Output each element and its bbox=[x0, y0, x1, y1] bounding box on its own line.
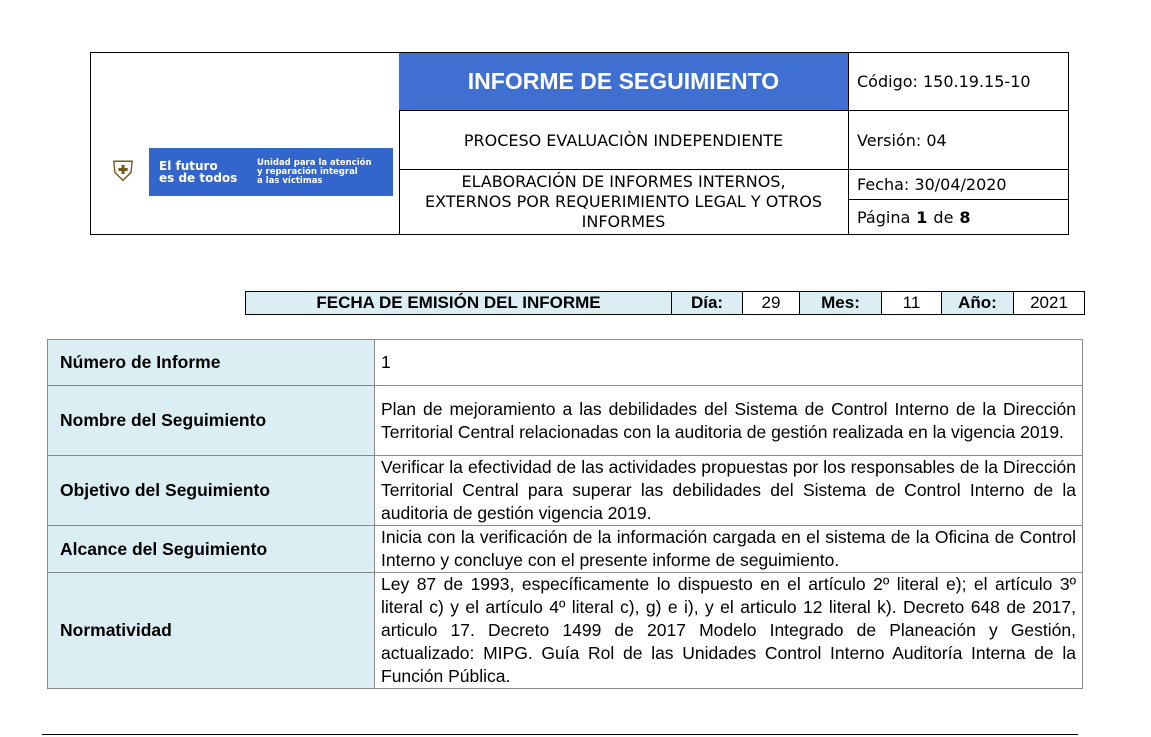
table-row bbox=[48, 456, 1083, 526]
table-row bbox=[48, 526, 1083, 573]
row-value: Ley 87 de 1993, específicamente lo dispuesto en el artículo 2º literal e); el artículo 3º literal c) y el artículo 4º literal c), g) e i), y el articulo 12 literal k). Decreto 648 de 2017, articulo 17. Decreto 1499 de 2017 Modelo Integrado de Planeación y Gestión, actualizado: MIPG. Guía Rol de las Unidades Control Interno Auditoría Interna de la Función Pública. bbox=[375, 573, 1083, 689]
logo-unit: Unidad para la atención y reparación integral a las víctimas bbox=[257, 157, 372, 186]
logo-cell bbox=[91, 53, 400, 234]
row-label: Alcance del Seguimiento bbox=[48, 526, 375, 573]
document-date: Fecha: 30/04/2020 bbox=[849, 170, 1068, 200]
emission-label: FECHA DE EMISIÓN DEL INFORME bbox=[246, 292, 672, 314]
table-row bbox=[48, 573, 1083, 689]
document-title-cell bbox=[399, 53, 849, 111]
report-info-table bbox=[47, 339, 1083, 689]
table-row bbox=[48, 340, 1083, 386]
day-value: 29 bbox=[743, 292, 800, 314]
month-value: 11 bbox=[882, 292, 942, 314]
coat-of-arms-icon: ⛨ bbox=[97, 148, 149, 196]
year-label: Año: bbox=[942, 292, 1014, 314]
table-row bbox=[48, 386, 1083, 456]
row-value: 1 bbox=[375, 340, 1083, 386]
row-label: Normatividad bbox=[48, 573, 375, 689]
row-label: Objetivo del Seguimiento bbox=[48, 456, 375, 526]
row-label: Número de Informe bbox=[48, 340, 375, 386]
document-code: Código: 150.19.15-10 bbox=[849, 53, 1068, 111]
process-name: PROCESO EVALUACIÒN INDEPENDIENTE bbox=[399, 111, 849, 170]
row-value: Inicia con la verificación de la información cargada en el sistema de la Oficina de Control Interno y concluye con el presente informe de seguimiento. bbox=[375, 526, 1083, 573]
logo-brand: El futuro es de todos bbox=[159, 159, 238, 185]
emission-date-row bbox=[245, 291, 1085, 315]
document-version: Versión: 04 bbox=[849, 111, 1068, 170]
page-divider bbox=[42, 734, 1078, 735]
page-indicator: Página 1 de 8 bbox=[857, 207, 971, 227]
institution-logo bbox=[97, 148, 393, 196]
document-title: INFORME DE SEGUIMIENTO bbox=[467, 68, 780, 94]
row-label: Nombre del Seguimiento bbox=[48, 386, 375, 456]
year-value: 2021 bbox=[1014, 292, 1084, 314]
row-value: Verificar la efectividad de las actividades propuestas por los responsables de la Dirección Territorial Central para superar las debilidades del Sistema de Control Interno de la auditoria de gestión vigencia 2019. bbox=[375, 456, 1083, 526]
day-label: Día: bbox=[672, 292, 743, 314]
subprocess-name: ELABORACIÓN DE INFORMES INTERNOS, EXTERNOS POR REQUERIMIENTO LEGAL Y OTROS INFORMES bbox=[399, 170, 849, 234]
row-value: Plan de mejoramiento a las debilidades del Sistema de Control Interno de la Dirección Territorial Central relacionadas con la auditoria de gestión realizada en la vigencia 2019. bbox=[375, 386, 1083, 456]
document-header bbox=[90, 52, 1069, 235]
month-label: Mes: bbox=[800, 292, 882, 314]
